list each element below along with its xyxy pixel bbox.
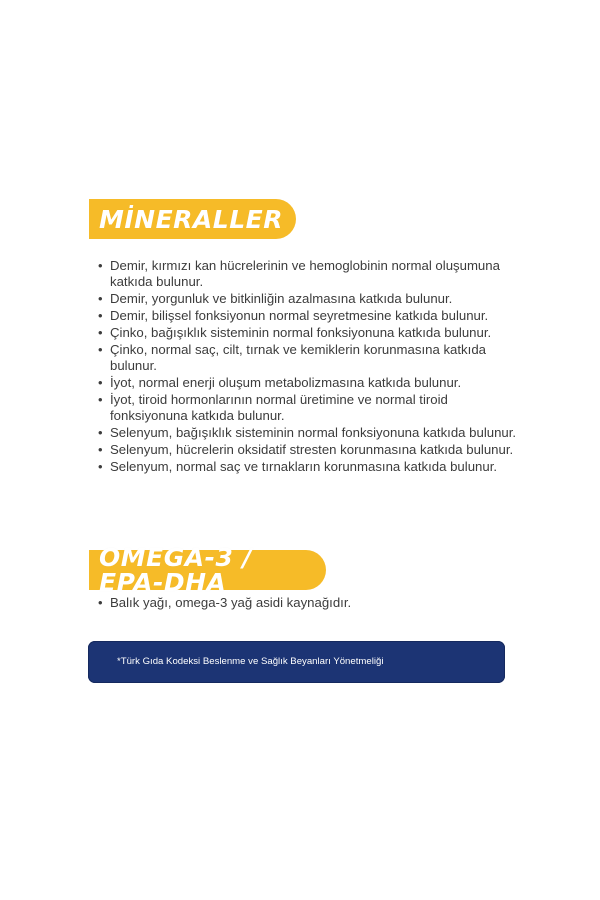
footnote-box xyxy=(88,641,505,683)
bullet-icon: • xyxy=(98,290,103,306)
list-item-text: İyot, tiroid hormonlarının normal üretimine ve normal tiroid fonksiyonuna katkıda bulunur. xyxy=(110,392,448,423)
bullet-icon: • xyxy=(98,375,103,391)
omega-list xyxy=(98,595,518,612)
bullet-icon: • xyxy=(98,307,103,323)
list-item xyxy=(98,308,518,324)
minerals-list xyxy=(98,258,518,476)
list-item xyxy=(98,595,518,611)
list-item-text: Demir, kırmızı kan hücrelerinin ve hemoglobinin normal oluşumuna katkıda bulunur. xyxy=(110,258,500,289)
minerals-title: MİNERALLER xyxy=(99,204,283,234)
list-item-text: Selenyum, normal saç ve tırnakların korunmasına katkıda bulunur. xyxy=(110,459,498,475)
list-item xyxy=(98,258,518,290)
bullet-icon: • xyxy=(98,425,103,441)
list-item-text: Selenyum, bağışıklık sisteminin normal fonksiyonuna katkıda bulunur. xyxy=(110,425,517,441)
list-item-text: Selenyum, hücrelerin oksidatif stresten korunmasına katkıda bulunur. xyxy=(110,442,514,458)
bullet-icon: • xyxy=(98,325,103,341)
list-item xyxy=(98,442,518,458)
list-item xyxy=(98,392,518,424)
omega-banner xyxy=(89,543,326,597)
list-item xyxy=(98,325,518,341)
list-item-text: Çinko, normal saç, cilt, tırnak ve kemiklerin korunmasına katkıda bulunur. xyxy=(110,342,486,373)
bullet-icon: • xyxy=(98,595,103,610)
list-item xyxy=(98,342,518,374)
minerals-banner xyxy=(89,199,296,239)
list-item xyxy=(98,459,518,475)
list-item xyxy=(98,375,518,391)
bullet-icon: • xyxy=(98,442,103,458)
list-item-text: Balık yağı, omega-3 yağ asidi kaynağıdır. xyxy=(110,595,352,610)
list-item-text: İyot, normal enerji oluşum metabolizmasına katkıda bulunur. xyxy=(110,375,462,391)
bullet-icon: • xyxy=(98,342,103,358)
list-item xyxy=(98,291,518,307)
footnote-text: *Türk Gıda Kodeksi Beslenme ve Sağlık Beyanları Yönetmeliği xyxy=(117,656,384,668)
bullet-icon: • xyxy=(98,459,103,475)
list-item-text: Çinko, bağışıklık sisteminin normal fonksiyonuna katkıda bulunur. xyxy=(110,325,492,341)
list-item xyxy=(98,425,518,441)
list-item-text: Demir, bilişsel fonksiyonun normal seyretmesine katkıda bulunur. xyxy=(110,307,489,323)
bullet-icon: • xyxy=(98,258,103,273)
bullet-icon: • xyxy=(98,392,103,408)
omega-title: OMEGA-3 / EPA-DHA xyxy=(99,543,253,597)
list-item-text: Demir, yorgunluk ve bitkinliğin azalmasına katkıda bulunur. xyxy=(110,290,453,306)
